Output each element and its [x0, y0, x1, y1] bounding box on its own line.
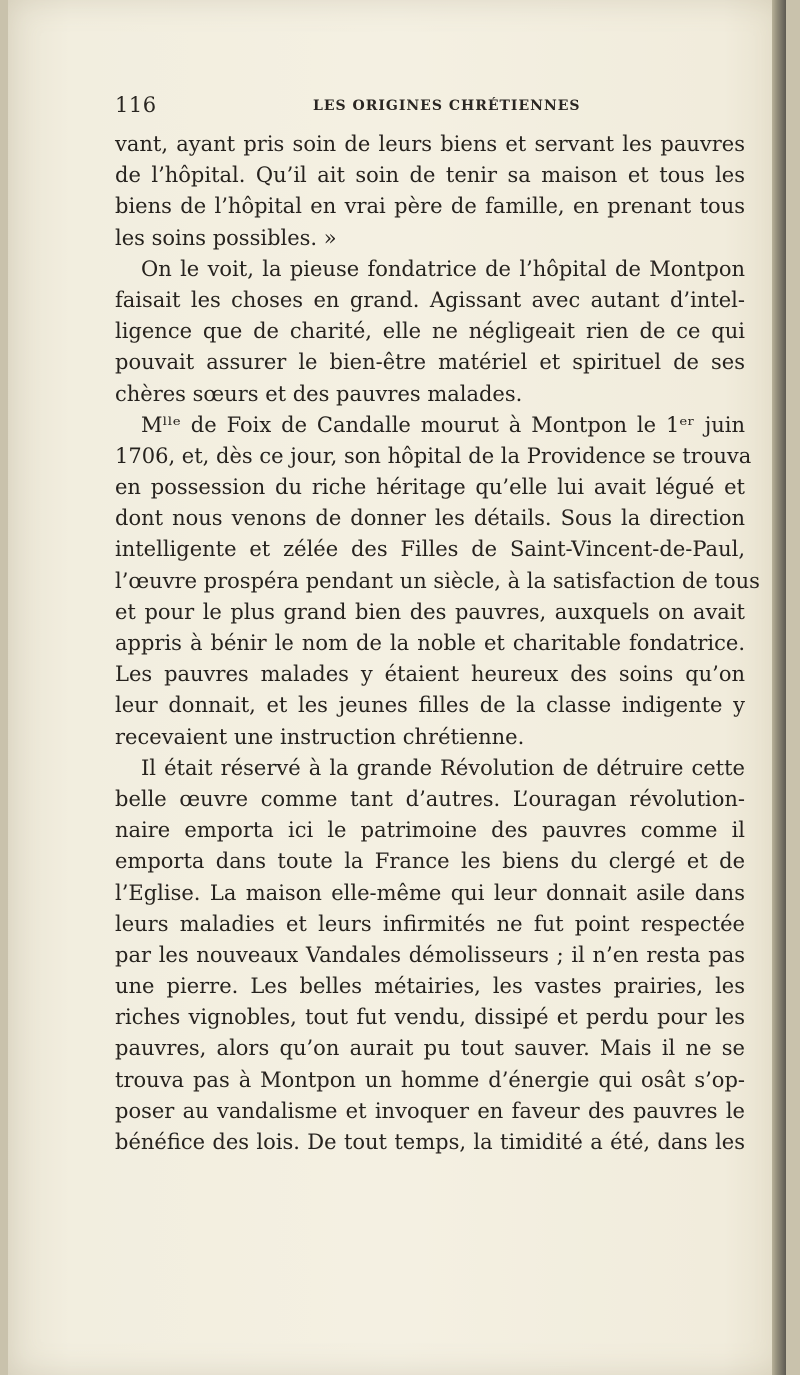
- text-line: naire emporta ici le patrimoine des pauvres comme il: [115, 818, 745, 843]
- text-line: les soins possibles. »: [115, 225, 337, 250]
- text-line: poser au vandalisme et invoquer en faveur des pauvres le: [115, 1098, 745, 1123]
- text-line: vant, ayant pris soin de leurs biens et servant les pauvres: [115, 132, 745, 156]
- text-line: bénéfice des lois. De tout temps, la timidité a été, dans les: [115, 1130, 745, 1154]
- text-line: On le voit, la pieuse fondatrice de l’hôpital de Montpon: [141, 256, 745, 281]
- text-line: faisait les choses en grand. Agissant avec autant d’intel-: [115, 287, 745, 312]
- page-number: 116: [115, 93, 157, 117]
- text-line: Il était réservé à la grande Révolution de détruire cette: [141, 755, 745, 780]
- text-line: dont nous venons de donner les détails. Sous la direction: [115, 506, 745, 531]
- text-line: 1706, et, dès ce jour, son hôpital de la Providence se trouva: [115, 443, 752, 468]
- text-line: recevaient une instruction chrétienne.: [115, 724, 525, 749]
- text-line: par les nouveaux Vandales démolisseurs ; il n’en resta pas: [115, 942, 745, 967]
- text-line: riches vignobles, tout fut vendu, dissipé et perdu pour les: [115, 1005, 745, 1030]
- text-line: de l’hôpital. Qu’il ait soin de tenir sa maison et tous les: [115, 163, 745, 188]
- text-line: leur donnait, et les jeunes filles de la classe indigente y: [115, 693, 745, 718]
- text-line: Mˡˡᵉ de Foix de Candalle mourut à Montpon le 1ᵉʳ juin: [141, 412, 745, 437]
- text-line: pouvait assurer le bien-être matériel et spirituel de ses: [115, 350, 745, 375]
- text-line: belle œuvre comme tant d’autres. L’ouragan révolution-: [115, 786, 745, 811]
- text-line: biens de l’hôpital en vrai père de famille, en prenant tous: [115, 194, 745, 219]
- text-line: appris à bénir le nom de la noble et charitable fondatrice.: [115, 631, 745, 655]
- body-text: [115, 129, 760, 1158]
- text-line: intelligente et zélée des Filles de Saint-Vincent-de-Paul,: [115, 537, 745, 562]
- text-line: emporta dans toute la France les biens du clergé et de: [115, 849, 745, 874]
- text-line: en possession du riche héritage qu’elle lui avait légué et: [115, 475, 745, 500]
- page-edge-shadow: [772, 0, 786, 1375]
- text-line: pauvres, alors qu’on aurait pu tout sauver. Mais il ne se: [115, 1036, 745, 1061]
- text-line: une pierre. Les belles métairies, les vastes prairies, les: [115, 974, 745, 999]
- running-title: LES ORIGINES CHRÉTIENNES: [313, 98, 581, 114]
- text-line: leurs maladies et leurs infirmités ne fut point respectée: [115, 911, 745, 936]
- text-line: Les pauvres malades y étaient heureux des soins qu’on: [115, 662, 745, 687]
- text-line: trouva pas à Montpon un homme d’énergie qui osât s’op-: [115, 1067, 745, 1092]
- text-line: chères sœurs et des pauvres malades.: [115, 381, 523, 406]
- text-line: ligence que de charité, elle ne négligeait rien de ce qui: [115, 319, 745, 344]
- page-header: [115, 93, 745, 121]
- text-line: l’œuvre prospéra pendant un siècle, à la satisfaction de tous: [115, 568, 760, 593]
- book-page: [8, 0, 786, 1375]
- text-line: l’Eglise. La maison elle-même qui leur donnait asile dans: [115, 880, 745, 905]
- text-line: et pour le plus grand bien des pauvres, auxquels on avait: [115, 599, 745, 624]
